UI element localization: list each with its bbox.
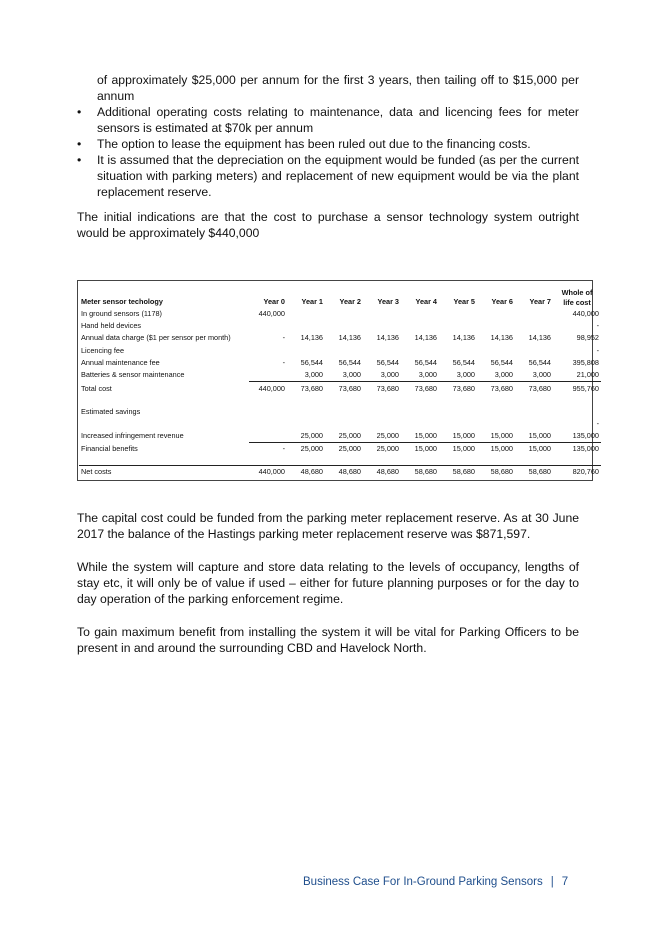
row-value: 3,000	[401, 369, 439, 382]
spacer-cell	[439, 455, 477, 466]
row-value	[401, 320, 439, 332]
header-year: Year 7	[529, 297, 551, 306]
row-value: 440,000	[249, 466, 287, 479]
row-value: 15,000	[477, 430, 515, 443]
row-value	[439, 345, 477, 357]
table-row	[79, 430, 601, 443]
row-label: Increased infringement revenue	[81, 431, 184, 441]
row-value: 14,136	[452, 333, 475, 343]
row-label: Net costs	[79, 466, 249, 479]
row-value	[249, 418, 287, 430]
row-value: 73,680	[490, 383, 513, 393]
row-value	[477, 418, 515, 430]
footer-separator: |	[550, 876, 554, 888]
row-value	[363, 320, 401, 332]
row-value: 25,000	[325, 430, 363, 443]
row-label: In ground sensors (1178)	[81, 309, 162, 319]
row-total: -	[596, 345, 599, 355]
bullet-text: Additional operating costs relating to maintenance, data and licencing fees for meter sensors is estimated at $70k per annum	[97, 105, 579, 135]
row-value: 14,136	[414, 333, 437, 343]
row-value	[515, 308, 553, 320]
row-total: 98,952	[576, 333, 599, 343]
row-value: 3,000	[439, 369, 477, 382]
row-value: 48,680	[363, 466, 401, 479]
row-value	[401, 396, 439, 418]
row-value: 56,544	[528, 357, 551, 367]
footer-title: Business Case For In-Ground Parking Sensors	[303, 876, 543, 888]
row-value	[439, 308, 477, 320]
table-row	[79, 345, 601, 357]
spacer-cell	[515, 455, 553, 466]
row-value: 15,000	[490, 444, 513, 454]
bullet-list	[77, 104, 579, 200]
page-footer	[303, 876, 568, 888]
row-value	[401, 308, 439, 320]
bullet-item-lease-option	[77, 136, 579, 152]
row-value: 58,680	[515, 466, 553, 479]
row-total	[553, 396, 601, 418]
row-value	[363, 345, 401, 357]
row-total: 135,000	[572, 444, 599, 454]
header-year: Year 5	[453, 297, 475, 306]
row-value	[287, 308, 325, 320]
row-value	[477, 396, 515, 418]
header-year: Year 2	[339, 297, 361, 306]
row-value: 73,680	[300, 383, 323, 393]
row-value	[515, 320, 553, 332]
row-label: Batteries & sensor maintenance	[81, 370, 185, 380]
row-label: Estimated savings	[81, 406, 141, 416]
spacer-cell	[287, 455, 325, 466]
bullet-glyph: •	[77, 137, 82, 151]
row-value	[477, 345, 515, 357]
cost-table-frame	[77, 280, 599, 481]
row-value	[325, 320, 363, 332]
row-value	[515, 396, 553, 418]
row-value	[439, 418, 477, 430]
row-value	[363, 418, 401, 430]
bullet-item-operating-costs	[77, 104, 579, 136]
row-value: 73,680	[528, 383, 551, 393]
row-value	[325, 308, 363, 320]
header-total-line1: Whole of	[561, 288, 593, 297]
row-value: 58,680	[401, 466, 439, 479]
row-value	[325, 396, 363, 418]
row-value: 3,000	[363, 369, 401, 382]
table-row	[79, 320, 601, 332]
row-value	[287, 418, 325, 430]
row-value: 58,680	[439, 466, 477, 479]
row-value: 14,136	[338, 333, 361, 343]
row-total: 820,760	[553, 466, 601, 479]
row-value	[249, 369, 287, 382]
spacer-cell	[401, 455, 439, 466]
row-value: 3,000	[325, 369, 363, 382]
row-value: 58,680	[477, 466, 515, 479]
cost-table-body	[79, 284, 601, 478]
spacer-cell	[325, 455, 363, 466]
row-value: 56,544	[414, 357, 437, 367]
intro-continuation: of approximately $25,000 per annum for the first 3 years, then tailing off to $15,000 per annum	[97, 73, 579, 103]
row-value: 14,136	[300, 333, 323, 343]
row-value: 25,000	[376, 444, 399, 454]
row-value	[249, 396, 287, 418]
table-row	[79, 308, 601, 320]
row-value	[515, 345, 553, 357]
table-row	[79, 369, 601, 382]
row-value: 440,000	[258, 309, 285, 319]
row-total: 440,000	[572, 309, 599, 319]
row-value: 15,000	[401, 430, 439, 443]
spacer-cell	[363, 455, 401, 466]
bullet-glyph: •	[77, 153, 82, 167]
row-value: 73,680	[414, 383, 437, 393]
table-row	[79, 396, 601, 418]
capital-cost-paragraph: The capital cost could be funded from the parking meter replacement reserve. As at 30 June 2017 the balance of the Hastings parking meter replacement reserve was $871,597.	[77, 511, 579, 541]
row-value	[477, 308, 515, 320]
row-value: 56,544	[338, 357, 361, 367]
row-value: -	[282, 357, 285, 367]
table-row	[79, 443, 601, 456]
table-row	[79, 418, 601, 430]
spacer-cell	[249, 455, 287, 466]
row-value	[287, 396, 325, 418]
spacer-cell	[553, 455, 601, 466]
row-label: Hand held devices	[81, 321, 142, 331]
row-value	[401, 418, 439, 430]
row-value: 48,680	[287, 466, 325, 479]
header-label: Meter sensor techology	[81, 297, 163, 306]
row-label: Annual maintenance fee	[81, 357, 160, 367]
row-value	[477, 320, 515, 332]
row-value: 3,000	[287, 369, 325, 382]
row-value: 73,680	[452, 383, 475, 393]
row-value: 440,000	[258, 383, 285, 393]
data-capture-paragraph: While the system will capture and store data relating to the levels of occupancy, lengths of stay etc, it will only be of value if used – either for future planning purposes or for the day to day operation of the parking enforcement regime.	[77, 560, 579, 606]
row-value	[363, 308, 401, 320]
row-value: 25,000	[300, 444, 323, 454]
row-value: 25,000	[338, 444, 361, 454]
row-label: Total cost	[81, 383, 112, 393]
row-value: 56,544	[452, 357, 475, 367]
maximum-benefit-paragraph: To gain maximum benefit from installing the system it will be vital for Parking Officers to be present in and around the surrounding CBD and Havelock North.	[77, 625, 579, 655]
table-row	[79, 332, 601, 344]
header-year: Year 1	[301, 297, 323, 306]
bullet-item-depreciation	[77, 152, 579, 200]
row-value: 3,000	[477, 369, 515, 382]
cost-table	[79, 284, 601, 478]
row-value: 25,000	[363, 430, 401, 443]
row-value: 48,680	[325, 466, 363, 479]
row-value: 73,680	[338, 383, 361, 393]
table-row	[79, 382, 601, 396]
row-total: 21,000	[553, 369, 601, 382]
row-value: 14,136	[490, 333, 513, 343]
table-header-row	[79, 284, 601, 308]
row-value	[363, 396, 401, 418]
row-value: 15,000	[515, 430, 553, 443]
spacer-cell	[477, 455, 515, 466]
row-total: -	[596, 418, 599, 428]
row-value	[439, 396, 477, 418]
row-label: Licencing fee	[81, 345, 125, 355]
row-value: 14,136	[376, 333, 399, 343]
header-year: Year 3	[377, 297, 399, 306]
table-spacer-row	[79, 455, 601, 466]
row-value	[249, 320, 287, 332]
initial-indication-paragraph: The initial indications are that the cost to purchase a sensor technology system outright would be approximately $440,000	[77, 210, 579, 240]
row-value	[287, 345, 325, 357]
header-year: Year 0	[263, 297, 285, 306]
row-label	[79, 418, 249, 430]
row-value: 56,544	[376, 357, 399, 367]
header-total	[553, 284, 601, 308]
row-total: 955,760	[572, 383, 599, 393]
row-value	[401, 345, 439, 357]
row-total: -	[596, 321, 599, 331]
table-row	[79, 466, 601, 479]
row-value: 15,000	[452, 444, 475, 454]
row-value	[325, 418, 363, 430]
bullet-glyph: •	[77, 105, 82, 119]
row-value: -	[282, 444, 285, 454]
row-value: 73,680	[376, 383, 399, 393]
row-value: 56,544	[490, 357, 513, 367]
row-value: 15,000	[414, 444, 437, 454]
row-value: 56,544	[300, 357, 323, 367]
row-value	[515, 418, 553, 430]
row-value	[249, 430, 287, 443]
row-value: 15,000	[528, 444, 551, 454]
row-value	[249, 345, 287, 357]
row-value	[325, 345, 363, 357]
bullet-text: It is assumed that the depreciation on the equipment would be funded (as per the current situation with parking meters) and replacement of new equipment would be via the plant replacement reserve.	[97, 153, 579, 199]
row-label: Annual data charge ($1 per sensor per month)	[81, 333, 231, 343]
header-year: Year 4	[415, 297, 437, 306]
row-value: 14,136	[528, 333, 551, 343]
bullet-text: The option to lease the equipment has been ruled out due to the financing costs.	[97, 137, 531, 151]
row-value	[439, 320, 477, 332]
row-value: 3,000	[515, 369, 553, 382]
header-total-line2: life cost	[563, 298, 591, 307]
row-value	[287, 320, 325, 332]
row-value: 15,000	[439, 430, 477, 443]
table-row	[79, 357, 601, 369]
row-total: 135,000	[553, 430, 601, 443]
row-value: -	[282, 333, 285, 343]
row-value: 25,000	[287, 430, 325, 443]
header-year: Year 6	[491, 297, 513, 306]
page-number: 7	[561, 876, 569, 888]
spacer-cell	[79, 455, 249, 466]
row-label: Financial benefits	[81, 443, 138, 453]
row-total: 395,808	[572, 357, 599, 367]
